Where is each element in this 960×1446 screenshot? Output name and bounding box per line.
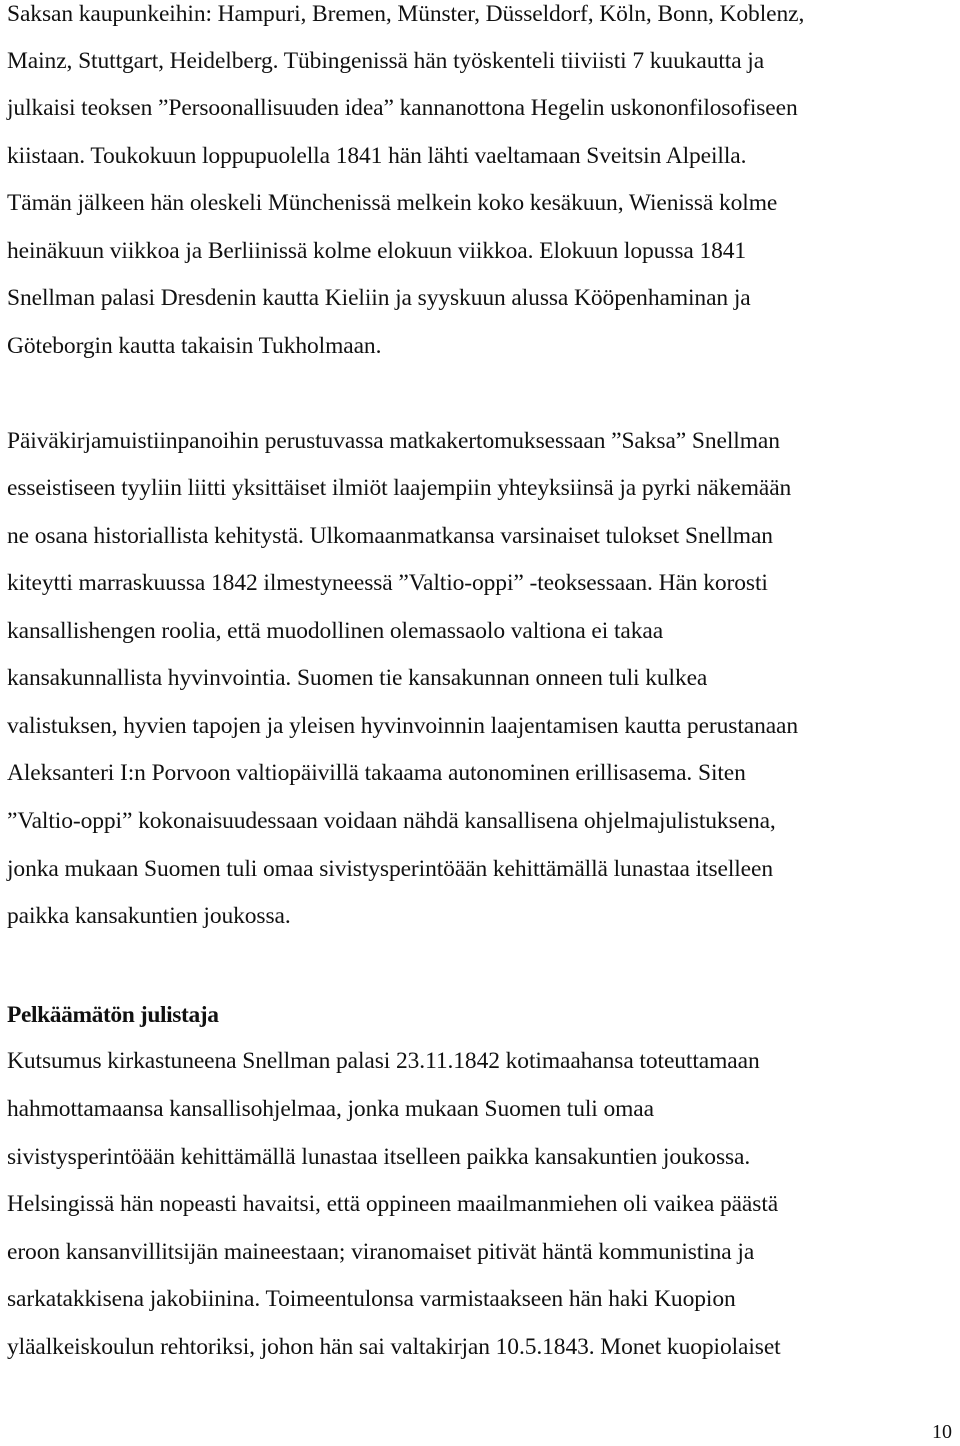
paragraph-line: Aleksanteri I:n Porvoon valtiopäivillä takaama autonominen erillisasema. Siten — [7, 760, 746, 786]
paragraph-line: Mainz, Stuttgart, Heidelberg. Tübingenissä hän työskenteli tiiviisti 7 kuukautta ja — [7, 48, 765, 74]
section-heading: Pelkäämätön julistaja — [7, 1002, 219, 1028]
paragraph-line: sivistysperintöään kehittämällä lunastaa itselleen paikka kansakuntien joukossa. — [7, 1144, 751, 1170]
paragraph-line: eroon kansanvillitsijän maineestaan; viranomaiset pitivät häntä kommunistina ja — [7, 1239, 755, 1265]
paragraph-line: Saksan kaupunkeihin: Hampuri, Bremen, Münster, Düsseldorf, Köln, Bonn, Koblenz, — [7, 1, 805, 27]
paragraph-line: Helsingissä hän nopeasti havaitsi, että oppineen maailmanmiehen oli vaikea päästä — [7, 1191, 779, 1217]
paragraph-line: hahmottamaansa kansallisohjelmaa, jonka mukaan Suomen tuli omaa — [7, 1096, 654, 1122]
paragraph-line: julkaisi teoksen ”Persoonallisuuden idea” kannanottona Hegelin uskononfilosofiseen — [7, 95, 798, 121]
paragraph-line: yläalkeiskoulun rehtoriksi, johon hän sai valtakirjan 10.5.1843. Monet kuopiolaiset — [7, 1334, 781, 1360]
paragraph-line: valistuksen, hyvien tapojen ja yleisen hyvinvoinnin laajentamisen kautta perustanaan — [7, 713, 799, 739]
paragraph-line: kansakunnallista hyvinvointia. Suomen tie kansakunnan onneen tuli kulkea — [7, 665, 708, 691]
paragraph-line: sarkatakkisena jakobiinina. Toimeentulonsa varmistaakseen hän haki Kuopion — [7, 1286, 736, 1312]
paragraph-line: jonka mukaan Suomen tuli omaa sivistysperintöään kehittämällä lunastaa itselleen — [7, 856, 773, 882]
paragraph-line: Snellman palasi Dresdenin kautta Kieliin ja syyskuun alussa Kööpenhaminan ja — [7, 285, 751, 311]
paragraph-line: kansallishengen roolia, että muodollinen olemassaolo valtiona ei takaa — [7, 618, 664, 644]
paragraph-line: heinäkuun viikkoa ja Berliinissä kolme elokuun viikkoa. Elokuun lopussa 1841 — [7, 238, 747, 264]
paragraph-line: ne osana historiallista kehitystä. Ulkomaanmatkansa varsinaiset tulokset Snellman — [7, 523, 773, 549]
paragraph-line: kiteytti marraskuussa 1842 ilmestyneessä ”Valtio-oppi” -teoksessaan. Hän korosti — [7, 570, 768, 596]
paragraph-line: Kutsumus kirkastuneena Snellman palasi 23.11.1842 kotimaahansa toteuttamaan — [7, 1048, 760, 1074]
paragraph-line: esseistiseen tyyliin liitti yksittäiset ilmiöt laajempiin yhteyksiinsä ja pyrki näkemään — [7, 475, 792, 501]
page-number: 10 — [932, 1421, 952, 1443]
paragraph-line: Tämän jälkeen hän oleskeli Münchenissä melkein koko kesäkuun, Wienissä kolme — [7, 190, 778, 216]
paragraph-line: Päiväkirjamuistiinpanoihin perustuvassa matkakertomuksessaan ”Saksa” Snellman — [7, 428, 780, 454]
paragraph-line: kiistaan. Toukokuun loppupuolella 1841 hän lähti vaeltamaan Sveitsin Alpeilla. — [7, 143, 747, 169]
paragraph-line: Göteborgin kautta takaisin Tukholmaan. — [7, 333, 382, 359]
paragraph-line: paikka kansakuntien joukossa. — [7, 903, 291, 929]
paragraph-line: ”Valtio-oppi” kokonaisuudessaan voidaan nähdä kansallisena ohjelmajulistuksena, — [7, 808, 776, 834]
